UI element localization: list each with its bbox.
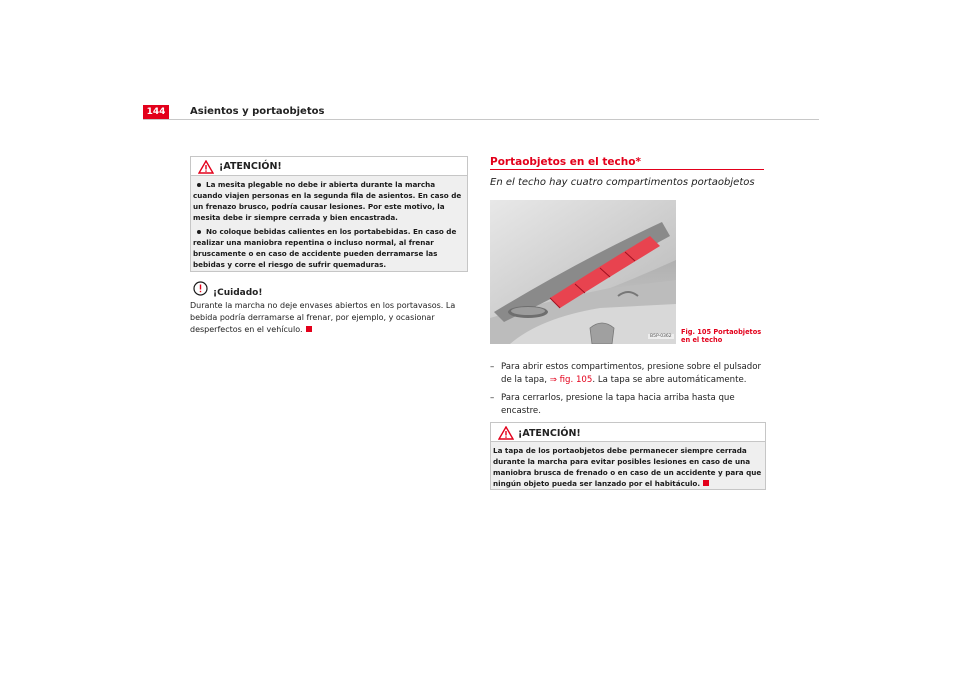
warning-bullet-item <box>193 226 465 270</box>
instruction-list <box>490 361 768 418</box>
dash-marker: – <box>490 393 495 403</box>
warning-bullet-text: No coloque bebidas calientes en los portabebidas. En caso de realizar una maniobra repentina o incluso normal, al frenar bruscamente o en caso de accidente pueden derramarse las bebidas y corre el riesgo de sufrir quemaduras. <box>193 227 457 269</box>
caution-icon <box>193 281 208 296</box>
warning-box-left <box>190 156 468 272</box>
warning-text: La tapa de los portaobjetos debe permanecer siempre cerrada durante la marcha para evitar posibles lesiones en caso de una maniobra brusca de frenado o en caso de un accidente y para que ningún objeto pueda ser lanzado por el habitáculo. <box>493 446 762 488</box>
caution-text: Durante la marcha no deje envases abiertos en los portavasos. La bebida podría derramarse al frenar, por ejemplo, y ocasionar desperfectos en el vehículo. <box>190 301 456 334</box>
bullet-icon <box>197 183 201 187</box>
caution-body <box>190 300 466 336</box>
warning-title: ¡ATENCIÓN! <box>518 428 581 439</box>
step-text-end: . La tapa se abre automáticamente. <box>592 375 747 385</box>
figure-roof-storage-image <box>490 200 676 344</box>
end-marker-icon <box>306 326 312 332</box>
instruction-step <box>490 392 768 418</box>
instruction-step <box>490 361 768 387</box>
figure-code: B5P-0362 <box>650 334 672 339</box>
section-subtitle: En el techo hay cuatro compartimentos portaobjetos <box>490 177 755 188</box>
section-divider <box>490 169 764 170</box>
warning-bullet-item <box>193 179 465 223</box>
caution-title: ¡Cuidado! <box>213 288 263 298</box>
warning-triangle-icon <box>498 426 514 440</box>
roof-storage-illustration <box>490 200 676 344</box>
figure-reference-link[interactable]: ⇒ fig. 105 <box>549 375 593 385</box>
header-divider <box>143 119 819 120</box>
dash-marker: – <box>490 362 495 372</box>
end-marker-icon <box>703 480 709 486</box>
step-text: Para abrir estos compartimentos, presione sobre el pulsador de la tapa, <box>501 362 762 385</box>
warning-title: ¡ATENCIÓN! <box>219 161 282 172</box>
section-title: Portaobjetos en el techo* <box>490 156 641 168</box>
warning-triangle-icon <box>198 160 214 174</box>
warning-box-right <box>490 422 766 490</box>
warning-bullet-text: La mesita plegable no debe ir abierta durante la marcha cuando viajen personas en la segunda fila de asientos. En caso de un frenazo brusco, podría causar lesiones. Por este motivo, la mesita debe ir siempre cerrada y bien encastrada. <box>193 180 462 222</box>
page-number: 144 <box>143 105 169 119</box>
step-text: Para cerrarlos, presione la tapa hacia arriba hasta que encastre. <box>501 393 735 416</box>
figure-caption: Fig. 105 Portaobjetos en el techo <box>681 328 762 344</box>
page-header-title: Asientos y portaobjetos <box>190 106 325 117</box>
bullet-icon <box>197 230 201 234</box>
